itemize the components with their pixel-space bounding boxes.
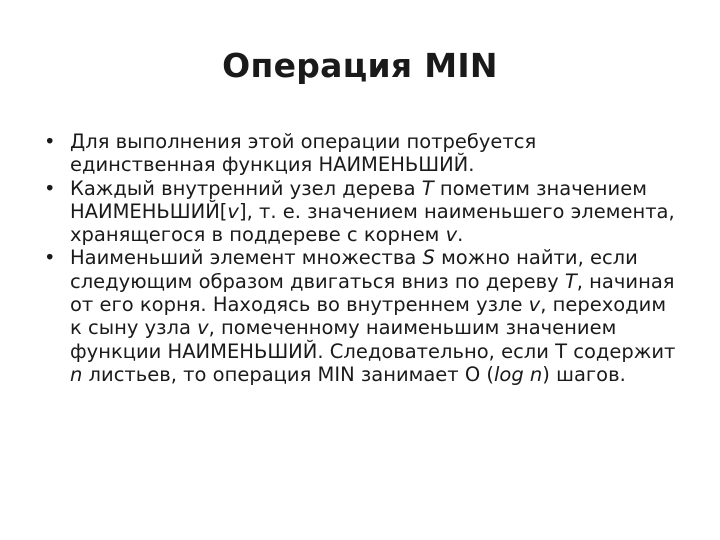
bullet-text-italic: log n xyxy=(494,362,543,386)
slide-title: Операция MIN xyxy=(222,46,498,85)
bullet-text: Каждый внутренний узел дерева xyxy=(70,176,422,200)
bullet-text: . xyxy=(457,223,464,247)
bullet-marker: • xyxy=(44,130,56,153)
bullet-text-italic: v xyxy=(227,199,239,223)
bullet-text-italic: v xyxy=(445,223,458,247)
bullet-text: ], т. е. значением наименьшего элемента, хранящегося в поддереве с корнем xyxy=(70,199,681,247)
bullet-text-italic: v xyxy=(197,316,209,340)
bullet-text-italic: v xyxy=(528,293,541,317)
bullet-text-italic: S xyxy=(422,246,435,270)
bullet-item xyxy=(44,177,684,247)
bullet-text: , переходим к сыну узла xyxy=(70,293,673,340)
bullet-text-italic: n xyxy=(70,362,83,386)
bullet-item xyxy=(44,130,684,177)
bullet-text: Для выполнения этой операции потребуется единственная функция НАИМЕНЬШИЙ. xyxy=(70,130,543,177)
bullet-text: Наименьший элемент множества xyxy=(70,246,423,270)
bullet-text: пометим значением НАИМЕНЬШИЙ[ xyxy=(70,176,654,223)
bullet-text: листьев, то операция MIN занимает О ( xyxy=(82,362,494,386)
bullet-text: , помеченному наименьшим значением функции НАИМЕНЬШИЙ. Следовательно, если Т содержит xyxy=(70,316,682,363)
bullet-text: можно найти, если следующим образом двигаться вниз по дереву xyxy=(70,246,645,293)
bullet-text-italic: T xyxy=(421,176,434,200)
bullet-item xyxy=(44,246,684,386)
bullet-marker: • xyxy=(44,246,56,270)
bullet-text: , начиная от его корня. Находясь во внутреннем узле xyxy=(70,269,681,317)
bullet-text: ) шагов. xyxy=(542,362,626,386)
bullet-list xyxy=(44,130,684,386)
bullet-marker: • xyxy=(44,176,56,200)
bullet-text-italic: T xyxy=(564,269,577,293)
